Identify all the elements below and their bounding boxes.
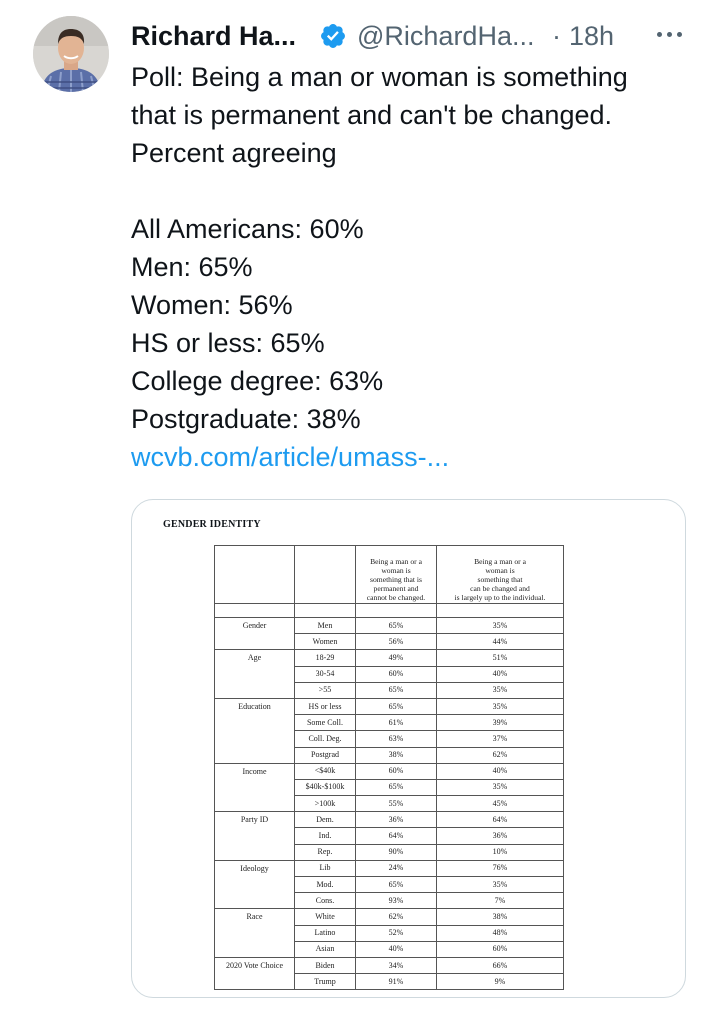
tweet-text-line: Poll: Being a man or woman is something [131, 62, 628, 92]
row-label-cell: <$40k [295, 763, 356, 779]
value-permanent-cell: 52% [356, 925, 437, 941]
row-label-cell: HS or less [295, 698, 356, 714]
value-permanent-cell: 63% [356, 731, 437, 747]
row-label-cell: 30-54 [295, 666, 356, 682]
value-permanent-cell: 60% [356, 666, 437, 682]
row-label-cell: $40k-$100k [295, 779, 356, 795]
value-changeable-cell: 35% [437, 618, 564, 634]
table-row [215, 682, 564, 698]
value-changeable-cell: 48% [437, 925, 564, 941]
row-label-cell: White [295, 909, 356, 925]
value-permanent-cell: 65% [356, 877, 437, 893]
table-row [215, 860, 564, 876]
tweet-header [131, 18, 691, 54]
row-label-cell: Trump [295, 974, 356, 990]
row-label-cell: 18-29 [295, 650, 356, 666]
value-permanent-cell: 65% [356, 779, 437, 795]
tweet-text-line: Percent agreeing [131, 138, 337, 168]
row-label-cell: Asian [295, 941, 356, 957]
row-group-cell [215, 877, 295, 893]
value-changeable-cell: 35% [437, 682, 564, 698]
table-row [215, 796, 564, 812]
table-row [215, 747, 564, 763]
value-changeable-cell: 45% [437, 796, 564, 812]
row-group-cell: Age [215, 650, 295, 666]
value-changeable-cell: 7% [437, 893, 564, 909]
tweet-image[interactable] [131, 499, 686, 998]
value-permanent-cell: 60% [356, 763, 437, 779]
row-group-cell [215, 796, 295, 812]
table-header-empty [215, 546, 295, 604]
header-line: woman is [381, 566, 411, 575]
avatar[interactable] [33, 16, 109, 92]
article-link[interactable]: wcvb.com/article/umass-... [131, 442, 450, 472]
spacer-cell [437, 604, 564, 618]
value-changeable-cell: 76% [437, 860, 564, 876]
value-permanent-cell: 38% [356, 747, 437, 763]
row-group-cell: Income [215, 763, 295, 779]
value-permanent-cell: 55% [356, 796, 437, 812]
row-label-cell: Latino [295, 925, 356, 941]
tweet-link-line [131, 438, 691, 476]
table-row [215, 844, 564, 860]
row-label-cell: Women [295, 634, 356, 650]
spacer-cell [295, 604, 356, 618]
header-line: is largely up to the individual. [454, 593, 546, 602]
value-changeable-cell: 51% [437, 650, 564, 666]
table-row [215, 763, 564, 779]
table-row [215, 666, 564, 682]
row-group-cell [215, 941, 295, 957]
author-handle[interactable]: @RichardHa... [357, 21, 535, 51]
row-group-cell: Gender [215, 618, 295, 634]
value-permanent-cell: 64% [356, 828, 437, 844]
row-group-cell: Ideology [215, 860, 295, 876]
row-label-cell: Mod. [295, 877, 356, 893]
table-header-empty [295, 546, 356, 604]
value-permanent-cell: 62% [356, 909, 437, 925]
table-row [215, 957, 564, 973]
table-row [215, 779, 564, 795]
value-changeable-cell: 35% [437, 698, 564, 714]
tweet-text-line: Postgraduate: 38% [131, 404, 361, 434]
row-group-cell [215, 634, 295, 650]
row-label-cell: Ind. [295, 828, 356, 844]
row-label-cell: Men [295, 618, 356, 634]
value-changeable-cell: 40% [437, 763, 564, 779]
row-group-cell [215, 844, 295, 860]
row-group-cell: Education [215, 698, 295, 714]
table-row [215, 893, 564, 909]
header-line: Being a man or a [370, 557, 422, 566]
value-permanent-cell: 36% [356, 812, 437, 828]
table-row [215, 909, 564, 925]
spacer-cell [215, 604, 295, 618]
value-changeable-cell: 37% [437, 731, 564, 747]
row-group-cell [215, 893, 295, 909]
table-row [215, 618, 564, 634]
row-group-cell [215, 666, 295, 682]
poll-table [214, 545, 564, 990]
value-permanent-cell: 65% [356, 682, 437, 698]
value-permanent-cell: 49% [356, 650, 437, 666]
value-changeable-cell: 35% [437, 877, 564, 893]
tweet-text-line: Women: 56% [131, 290, 293, 320]
value-permanent-cell: 93% [356, 893, 437, 909]
value-permanent-cell: 91% [356, 974, 437, 990]
tweet-text-line: Men: 65% [131, 252, 253, 282]
col-header-permanent [356, 546, 437, 604]
author-name[interactable]: Richard Ha... [131, 21, 297, 51]
table-row [215, 715, 564, 731]
table-row [215, 634, 564, 650]
row-group-cell: Race [215, 909, 295, 925]
row-group-cell [215, 731, 295, 747]
row-group-cell [215, 925, 295, 941]
table-row [215, 828, 564, 844]
table-row [215, 731, 564, 747]
value-permanent-cell: 56% [356, 634, 437, 650]
row-label-cell: >100k [295, 796, 356, 812]
value-permanent-cell: 65% [356, 618, 437, 634]
col-header-changeable [437, 546, 564, 604]
table-row [215, 812, 564, 828]
header-line: something that is [370, 575, 422, 584]
value-changeable-cell: 35% [437, 779, 564, 795]
tweet-text-line: College degree: 63% [131, 366, 384, 396]
row-label-cell: Dem. [295, 812, 356, 828]
value-changeable-cell: 64% [437, 812, 564, 828]
value-changeable-cell: 38% [437, 909, 564, 925]
tweet-timestamp[interactable]: 18h [569, 21, 615, 51]
table-row [215, 650, 564, 666]
avatar-photo [33, 16, 109, 92]
value-permanent-cell: 90% [356, 844, 437, 860]
row-group-cell [215, 779, 295, 795]
tweet-text-line: All Americans: 60% [131, 214, 364, 244]
value-permanent-cell: 24% [356, 860, 437, 876]
table-row [215, 877, 564, 893]
row-group-cell: Party ID [215, 812, 295, 828]
value-permanent-cell: 61% [356, 715, 437, 731]
header-line: cannot be changed. [366, 593, 426, 602]
tweet-text-line: HS or less: 65% [131, 328, 325, 358]
table-row [215, 925, 564, 941]
row-group-cell [215, 828, 295, 844]
image-title: GENDER IDENTITY [163, 519, 261, 530]
more-options-icon[interactable] [655, 24, 685, 44]
value-permanent-cell: 34% [356, 957, 437, 973]
row-group-cell [215, 682, 295, 698]
value-changeable-cell: 44% [437, 634, 564, 650]
table-row [215, 974, 564, 990]
row-label-cell: Coll. Deg. [295, 731, 356, 747]
separator-dot: · [552, 21, 561, 51]
row-label-cell: Lib [295, 860, 356, 876]
value-changeable-cell: 62% [437, 747, 564, 763]
value-changeable-cell: 40% [437, 666, 564, 682]
table-row [215, 698, 564, 714]
value-changeable-cell: 10% [437, 844, 564, 860]
value-permanent-cell: 40% [356, 941, 437, 957]
value-changeable-cell: 9% [437, 974, 564, 990]
header-line: something that [477, 575, 523, 584]
value-changeable-cell: 36% [437, 828, 564, 844]
spacer-cell [356, 604, 437, 618]
row-label-cell: Rep. [295, 844, 356, 860]
header-line: permanent and [373, 584, 419, 593]
row-group-cell: 2020 Vote Choice [215, 957, 295, 973]
header-line: Being a man or a [474, 557, 526, 566]
row-group-cell [215, 747, 295, 763]
verified-badge-icon [319, 22, 347, 50]
value-changeable-cell: 39% [437, 715, 564, 731]
row-label-cell: Postgrad [295, 747, 356, 763]
row-label-cell: Cons. [295, 893, 356, 909]
value-changeable-cell: 66% [437, 957, 564, 973]
row-label-cell: Biden [295, 957, 356, 973]
header-line: can be changed and [470, 584, 530, 593]
row-label-cell: Some Coll. [295, 715, 356, 731]
table-row [215, 941, 564, 957]
tweet-text-line: that is permanent and can't be changed. [131, 100, 612, 130]
value-permanent-cell: 65% [356, 698, 437, 714]
header-line: woman is [485, 566, 515, 575]
row-group-cell [215, 974, 295, 990]
row-group-cell [215, 715, 295, 731]
value-changeable-cell: 60% [437, 941, 564, 957]
row-label-cell: >55 [295, 682, 356, 698]
